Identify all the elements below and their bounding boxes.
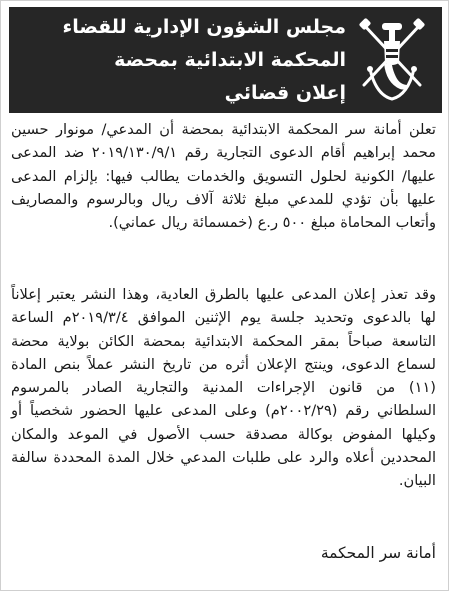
court-name: المحكمة الابتدائية بمحضة xyxy=(114,49,346,71)
notice-title: إعلان قضائي xyxy=(224,82,346,104)
oman-khanjar-emblem-icon xyxy=(356,15,428,105)
council-name: مجلس الشؤون الإدارية للقضاء xyxy=(62,16,346,38)
notice-signature: أمانة سر المحكمة xyxy=(320,544,436,562)
header-text-block xyxy=(16,11,346,110)
notice-header xyxy=(9,7,442,113)
notice-paragraph-hearing: وقد تعذر إعلان المدعى عليها بالطرق العادية، وهذا النشر يعتبر إعلاناً لها بالدعوى وتحديد جلسة يوم الإثنين الموافق ٢٠١٩/٣/٤م الساعة التاسعة صباحاً بمقر المحكمة الابتدائية بمحضة الكائن بولاية محضة لسماع الدعوى، وينتج الإعلان أثره من تاريخ النشر عملاً بنص المادة (١١) من قانون الإجراءات المدنية والتجارية الصادر بالمرسوم السلطاني رقم (٢٠٠٢/٢٩م) وعلى المدعى عليها الحضور شخصياً أو وكيلها المفوض بوكالة مصدقة حسب الأصول في الموعد والمكان المحددين أعلاه والرد على طلبات المدعي خلال المدة المحددة سالفة البيان. xyxy=(11,286,437,490)
notice-paragraph-claim: تعلن أمانة سر المحكمة الابتدائية بمحضة أن المدعي/ مونوار حسين محمد إبراهيم أقام الدعوى التجارية رقم ٢٠١٩/١٣٠/٩/١ ضد المدعى عليها/ الكونية لحلول التسويق والخدمات يطالب فيها: بإلزام المدعى عليها بأن تؤدي للمدعي مبلغ ثلاثة آلاف ريال وبالرسوم والمصاريف وأتعاب المحاماة مبلغ ٥٠٠ ر.ع (خمسمائة ريال عماني). xyxy=(11,121,436,232)
